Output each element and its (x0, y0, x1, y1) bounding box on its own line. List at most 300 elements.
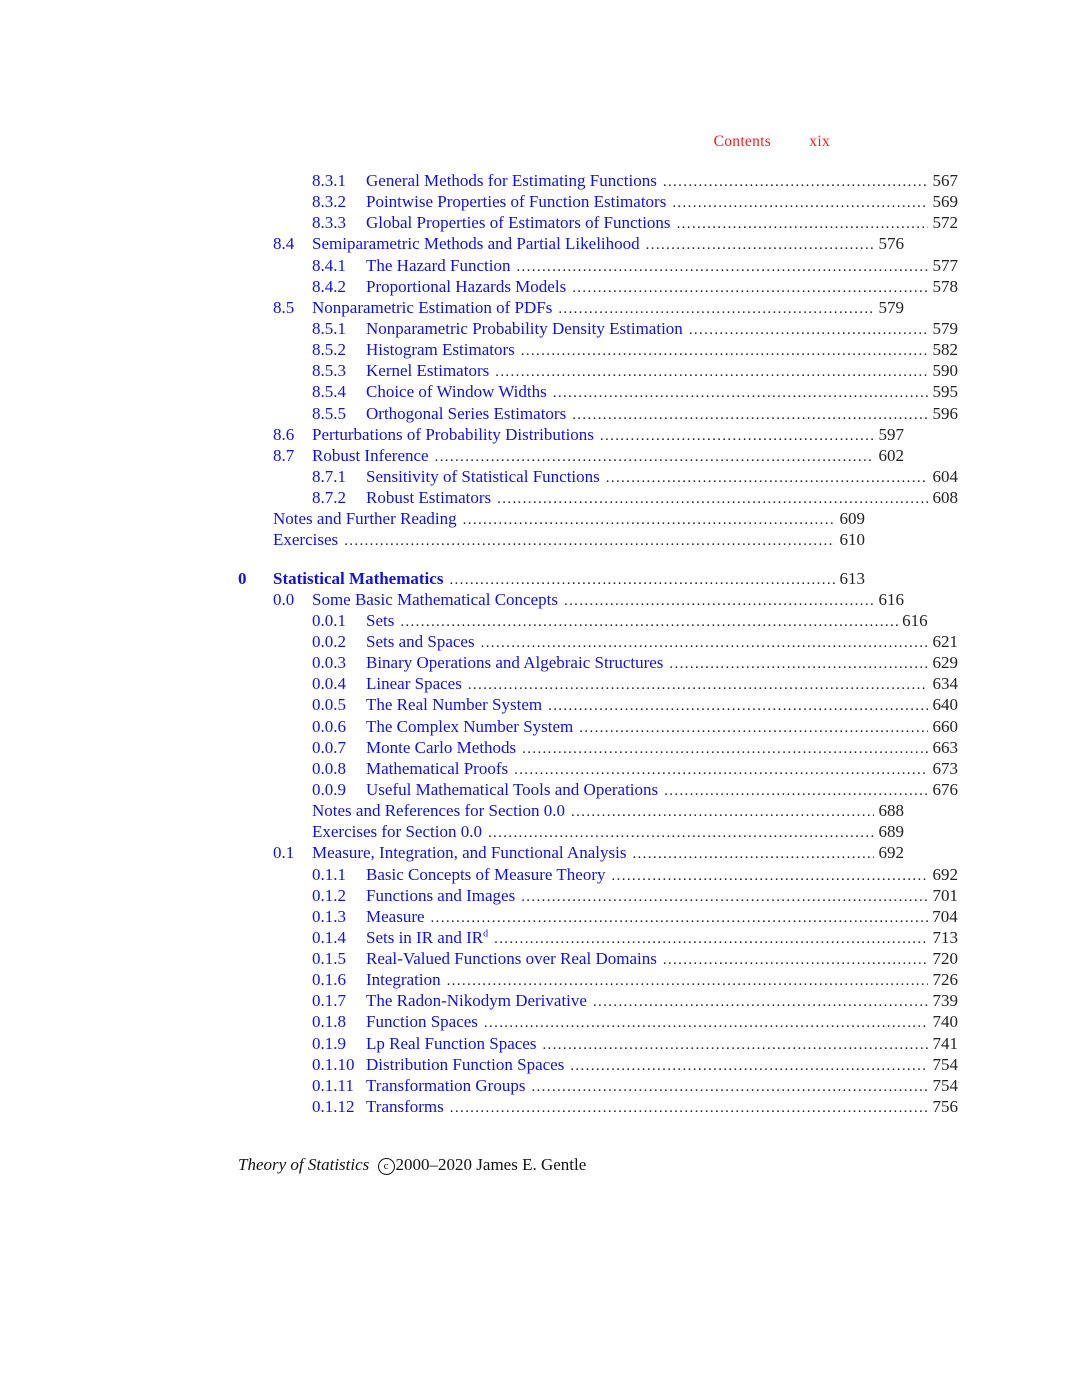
toc-entry-page: 608 (932, 488, 958, 508)
toc-entry-page: 577 (932, 255, 958, 275)
toc-entry-title-text: Nonparametric Probability Density Estimation (366, 318, 683, 338)
toc-entry-title (312, 445, 435, 466)
toc-dot-leader (632, 844, 874, 865)
toc-dot-leader (677, 214, 928, 235)
toc-entry-page: 713 (932, 927, 958, 947)
toc-entry[interactable] (238, 360, 958, 381)
toc-entry[interactable] (238, 610, 928, 631)
toc-entry-number: 0.0.4 (312, 674, 346, 694)
toc-block-chapter-8 (238, 170, 958, 551)
toc-entry-number: 8.5.3 (312, 361, 346, 381)
toc-entry-title (366, 779, 664, 800)
toc-dot-leader (669, 654, 928, 675)
toc-dot-leader (553, 383, 928, 404)
toc-entry-page: 688 (878, 801, 904, 821)
toc-entry-line (238, 800, 904, 823)
toc-entry-page: 610 (839, 530, 865, 550)
toc-entry-title (366, 360, 495, 381)
toc-entry[interactable] (238, 191, 958, 212)
toc-dot-leader (564, 591, 874, 612)
toc-dot-leader (600, 426, 874, 447)
toc-entry-line (238, 339, 958, 362)
toc-entry[interactable] (238, 403, 958, 424)
footer-copyright: 2000–2020 James E. Gentle (395, 1155, 587, 1174)
toc-entry-number: 0.1.6 (312, 970, 346, 990)
toc-entry-number: 0.0 (273, 589, 295, 609)
toc-dot-leader (606, 468, 928, 489)
toc-entry-number: 0.1.7 (312, 991, 346, 1011)
toc-entry-line (238, 568, 865, 591)
toc-entry-page: 640 (932, 695, 958, 715)
toc-entry-number: 8.3.2 (312, 192, 346, 212)
toc-entry-number: 8.7.2 (312, 488, 346, 508)
toc-entry[interactable] (238, 737, 958, 758)
toc-entry-number: 0.0.1 (312, 610, 346, 630)
toc-entry-page: 754 (932, 1054, 958, 1074)
chapter-gap (238, 551, 830, 568)
toc-entry[interactable] (238, 694, 958, 715)
toc-entry-title-text: Functions and Images (366, 885, 516, 905)
toc-entry-line (238, 212, 958, 235)
toc-entry-number: 0.0.2 (312, 631, 346, 651)
toc-dot-leader (663, 950, 928, 971)
toc-entry-number: 0.0.8 (312, 758, 346, 778)
toc-entry[interactable] (238, 170, 958, 191)
toc-entry-title (366, 381, 553, 402)
toc-entry[interactable] (238, 466, 958, 487)
toc-entry-line (238, 255, 958, 278)
toc-entry[interactable] (238, 906, 958, 927)
toc-dot-leader (542, 1035, 928, 1056)
toc-dot-leader (572, 278, 928, 299)
toc-entry-title (366, 990, 593, 1011)
toc-entry-page: 579 (878, 297, 904, 317)
toc-entry-title (366, 969, 447, 990)
toc-entry-title-text: The Real Number System (366, 695, 543, 715)
toc-entry-title-text: Sets in IR and IR (366, 927, 484, 947)
toc-entry-number: 8.3.3 (312, 213, 346, 233)
running-header (714, 133, 830, 151)
toc-dot-leader (664, 781, 928, 802)
toc-entry-line (238, 927, 958, 950)
toc-entry-title-text: Distribution Function Spaces (366, 1054, 565, 1074)
toc-entry-title-text: Sets (366, 610, 395, 630)
toc-entry[interactable] (238, 842, 904, 863)
toc-entry-page: 739 (932, 991, 958, 1011)
toc-entry-title (366, 948, 663, 969)
toc-entry-line (238, 1033, 958, 1056)
toc-entry[interactable] (238, 652, 958, 673)
toc-entry-title (273, 568, 449, 589)
toc-entry-title (312, 233, 646, 254)
toc-entry-line (238, 864, 958, 887)
toc-entry-line (238, 652, 958, 675)
toc-entry[interactable] (238, 568, 865, 589)
toc-entry-title-text: The Hazard Function (366, 255, 511, 275)
toc-entry[interactable] (238, 1033, 958, 1054)
toc-entry-page: 663 (932, 737, 958, 757)
toc-dot-leader (558, 299, 874, 320)
toc-entry-number: 0.1.8 (312, 1012, 346, 1032)
toc-entry[interactable] (238, 673, 958, 694)
toc-dot-leader (435, 447, 874, 468)
toc-entry-title-text: Sets and Spaces (366, 631, 475, 651)
toc-entry[interactable] (238, 716, 958, 737)
toc-dot-leader (672, 193, 928, 214)
toc-entry-line (238, 821, 904, 844)
toc-entry-title (366, 487, 497, 508)
toc-entry-number: 0.1.5 (312, 949, 346, 969)
toc-entry-line (238, 318, 958, 341)
toc-entry-title (273, 529, 344, 550)
toc-entry-title-text: Transforms (366, 1097, 444, 1117)
toc-dot-leader (431, 908, 928, 929)
toc-entry-title (273, 508, 463, 529)
toc-entry[interactable] (238, 758, 958, 779)
toc-entry-page: 609 (839, 509, 865, 529)
toc-entry-line (238, 360, 958, 383)
toc-entry-page: 616 (902, 610, 928, 630)
toc-entry-title (366, 191, 672, 212)
toc-dot-leader (593, 992, 928, 1013)
toc-entry-title-text: Binary Operations and Algebraic Structures (366, 653, 664, 673)
toc-dot-leader (484, 1013, 928, 1034)
toc-entry-number: 0.0.9 (312, 779, 346, 799)
toc-entry-title (366, 1096, 450, 1117)
toc-entry-line (238, 716, 958, 739)
toc-entry-page: 597 (878, 424, 904, 444)
toc-entry-title-text: Integration (366, 970, 441, 990)
toc-entry-title (366, 885, 521, 906)
toc-entry-number: 8.3.1 (312, 171, 346, 190)
toc-entry-page: 701 (932, 885, 958, 905)
toc-entry[interactable] (238, 589, 904, 610)
toc-entry[interactable] (238, 800, 904, 821)
toc-entry-page: 569 (932, 192, 958, 212)
toc-entry-number: 8.4.1 (312, 255, 346, 275)
toc-entry-page: 621 (932, 631, 958, 651)
toc-entry-number: 8.5 (273, 297, 295, 317)
toc-entry-page: 629 (932, 653, 958, 673)
toc-entry-number: 0.1.3 (312, 906, 346, 926)
toc-entry-page: 590 (932, 361, 958, 381)
header-section-title: Contents (713, 133, 772, 150)
toc-dot-leader (468, 675, 928, 696)
toc-entry-line (238, 737, 958, 760)
toc-entry[interactable] (238, 779, 958, 800)
toc-entry[interactable] (238, 864, 958, 885)
toc-dot-leader (522, 739, 928, 760)
toc-entry-number: 0.0.6 (312, 716, 346, 736)
toc-entry-page: 567 (932, 171, 958, 190)
toc-entry-title (366, 276, 572, 297)
toc-entry-title (366, 737, 522, 758)
toc-entry-number: 0.1.11 (312, 1075, 354, 1095)
toc-entry-page: 741 (932, 1033, 958, 1053)
toc-entry-page: 572 (932, 213, 958, 233)
toc-entry-page: 613 (839, 568, 865, 588)
toc-entry-title (366, 212, 677, 233)
toc-entry-title-text: Robust Inference (312, 445, 429, 465)
toc-entry-page: 676 (932, 779, 958, 799)
toc-dot-leader (571, 802, 874, 823)
toc-entry-line (238, 990, 958, 1013)
toc-entry-page: 616 (878, 589, 904, 609)
toc-entry[interactable] (238, 339, 958, 360)
toc-entry-line (238, 424, 904, 447)
toc-entry-title (312, 297, 558, 318)
toc-entry-page: 596 (932, 403, 958, 423)
toc-entry[interactable] (238, 529, 865, 550)
toc-entry-title-text: Basic Concepts of Measure Theory (366, 864, 606, 884)
toc-entry-line (238, 381, 958, 404)
toc-entry-title-text: Useful Mathematical Tools and Operations (366, 779, 659, 799)
toc-entry[interactable] (238, 381, 958, 402)
toc-entry-number: 0.1.2 (312, 885, 346, 905)
toc-entry-title-text: The Complex Number System (366, 716, 574, 736)
toc-entry-line (238, 487, 958, 510)
toc-dot-leader (495, 362, 928, 383)
toc-dot-leader (488, 823, 874, 844)
toc-entry-number: 0.1.10 (312, 1054, 355, 1074)
toc-dot-leader (663, 172, 928, 193)
toc-entry-title (312, 821, 488, 842)
toc-block-chapter-0 (238, 568, 958, 1118)
toc-entry-line (238, 589, 904, 612)
toc-entry-line (238, 403, 958, 426)
toc-entry-title (366, 255, 516, 276)
toc-entry[interactable] (238, 1075, 958, 1096)
toc-entry-title-text: Nonparametric Estimation of PDFs (312, 297, 553, 317)
toc-entry-number: 8.4.2 (312, 276, 346, 296)
toc-dot-leader (689, 320, 928, 341)
toc-dot-leader (612, 866, 928, 887)
toc-entry-page: 673 (932, 758, 958, 778)
table-of-contents (238, 170, 958, 1117)
toc-entry-title-text: Notes and References for Section 0.0 (312, 801, 566, 821)
toc-entry-page: 576 (878, 234, 904, 254)
toc-entry-line (238, 758, 958, 781)
toc-entry-number: 8.5.5 (312, 403, 346, 423)
toc-entry-number: 8.5.4 (312, 382, 346, 402)
toc-dot-leader (481, 633, 928, 654)
toc-entry-title-text: Proportional Hazards Models (366, 276, 567, 296)
toc-entry[interactable] (238, 1096, 958, 1117)
toc-entry-title-text: Real-Valued Functions over Real Domains (366, 949, 657, 969)
toc-entry-number: 0.0.3 (312, 653, 346, 673)
toc-entry-line (238, 694, 958, 717)
toc-entry-number: 0.0.5 (312, 695, 346, 715)
toc-entry-title (366, 339, 521, 360)
toc-entry-title-text: Function Spaces (366, 1012, 478, 1032)
toc-entry-title (366, 403, 572, 424)
toc-entry-title-text: Exercises for Section 0.0 (312, 822, 482, 842)
toc-entry-number: 0.1.4 (312, 927, 346, 947)
toc-entry[interactable] (238, 631, 958, 652)
toc-dot-leader (344, 531, 835, 552)
toc-entry-number: 0.0.7 (312, 737, 346, 757)
toc-entry-title (366, 758, 514, 779)
toc-entry-title (366, 906, 431, 927)
toc-entry-line (238, 466, 958, 489)
page-footer (238, 1155, 586, 1175)
toc-entry[interactable] (238, 927, 958, 948)
toc-entry-title-text: Histogram Estimators (366, 340, 515, 360)
toc-entry-page: 692 (878, 843, 904, 863)
toc-entry-title (366, 1011, 484, 1032)
toc-entry-title (366, 1054, 570, 1075)
toc-entry-title (366, 694, 548, 715)
toc-entry[interactable] (238, 948, 958, 969)
toc-entry[interactable] (238, 821, 904, 842)
footer-book-title: Theory of Statistics (238, 1155, 370, 1174)
toc-entry-line (238, 1011, 958, 1034)
toc-entry-title (366, 652, 669, 673)
toc-entry-title-text: Transformation Groups (366, 1075, 526, 1095)
toc-entry[interactable] (238, 885, 958, 906)
toc-entry-title (312, 800, 571, 821)
toc-entry-title-text: Monte Carlo Methods (366, 737, 517, 757)
toc-entry[interactable] (238, 255, 958, 276)
toc-entry-title (312, 842, 632, 863)
toc-entry-title-text: Statistical Mathematics (273, 568, 444, 588)
toc-entry[interactable] (238, 487, 958, 508)
toc-entry-line (238, 673, 958, 696)
toc-entry-title-text: Lp Real Function Spaces (366, 1033, 537, 1053)
toc-entry-line (238, 445, 904, 468)
toc-entry-title (366, 927, 494, 948)
toc-entry[interactable] (238, 445, 904, 466)
toc-entry-number: 8.5.2 (312, 340, 346, 360)
toc-entry-line (238, 170, 958, 193)
toc-entry-line (238, 276, 958, 299)
toc-entry-title (366, 466, 606, 487)
toc-entry[interactable] (238, 1011, 958, 1032)
header-page-number: xix (809, 133, 830, 150)
toc-entry-title-text: Mathematical Proofs (366, 758, 509, 778)
toc-dot-leader (521, 341, 928, 362)
toc-entry[interactable] (238, 212, 958, 233)
toc-dot-leader (548, 696, 928, 717)
toc-entry-title (366, 864, 612, 885)
toc-entry-page: 720 (932, 949, 958, 969)
toc-entry-page: 578 (932, 276, 958, 296)
toc-dot-leader (531, 1077, 928, 1098)
toc-entry-line (238, 631, 958, 654)
toc-entry-superscript: d (483, 928, 489, 940)
toc-entry-page: 604 (932, 466, 958, 486)
toc-entry-page: 756 (932, 1097, 958, 1117)
toc-entry-title-text: Kernel Estimators (366, 361, 490, 381)
toc-entry-title-text: Robust Estimators (366, 488, 492, 508)
toc-entry-page: 692 (932, 864, 958, 884)
toc-entry-title-text: Semiparametric Methods and Partial Likelihood (312, 234, 640, 254)
toc-entry-line (238, 948, 958, 971)
toc-entry[interactable] (238, 276, 958, 297)
toc-entry-title-text: Some Basic Mathematical Concepts (312, 589, 558, 609)
toc-entry-title-text: Linear Spaces (366, 674, 462, 694)
toc-dot-leader (450, 1098, 928, 1119)
toc-entry-number: 8.4 (273, 234, 295, 254)
toc-entry-title-text: Orthogonal Series Estimators (366, 403, 567, 423)
toc-entry-number: 0.1.9 (312, 1033, 346, 1053)
toc-entry-title (312, 424, 600, 445)
toc-entry-page: 579 (932, 318, 958, 338)
toc-entry-number: 8.5.1 (312, 318, 346, 338)
copyright-icon: c (378, 1158, 395, 1175)
toc-entry-title-text: Choice of Window Widths (366, 382, 547, 402)
toc-entry-title-text: Notes and Further Reading (273, 509, 457, 529)
toc-entry-page: 602 (878, 445, 904, 465)
toc-dot-leader (449, 570, 835, 591)
toc-entry-title (366, 1075, 531, 1096)
toc-entry-title-text: The Radon-Nikodym Derivative (366, 991, 587, 1011)
toc-entry[interactable] (238, 990, 958, 1011)
toc-entry-title-text: Measure, Integration, and Functional Analysis (312, 843, 627, 863)
toc-entry-line (238, 885, 958, 908)
toc-entry-number: 8.6 (273, 424, 295, 444)
toc-dot-leader (497, 489, 928, 510)
toc-entry[interactable] (238, 318, 958, 339)
toc-entry[interactable] (238, 424, 904, 445)
toc-entry-title-text: General Methods for Estimating Functions (366, 171, 657, 190)
toc-entry[interactable] (238, 233, 904, 254)
toc-entry-line (238, 842, 904, 865)
toc-entry-title-text: Exercises (273, 530, 339, 550)
toc-dot-leader (494, 929, 928, 950)
toc-entry-line (238, 529, 865, 552)
toc-entry[interactable] (238, 508, 865, 529)
toc-entry-number: 0 (238, 568, 247, 588)
toc-entry-page: 595 (932, 382, 958, 402)
toc-dot-leader (400, 612, 897, 633)
toc-entry-title (366, 318, 689, 339)
toc-entry-line (238, 969, 958, 992)
toc-entry-page: 726 (932, 970, 958, 990)
toc-entry-title (366, 170, 663, 191)
toc-entry-page: 754 (932, 1075, 958, 1095)
toc-entry-title-text: Perturbations of Probability Distributions (312, 424, 594, 444)
toc-entry[interactable] (238, 969, 958, 990)
toc-entry-line (238, 779, 958, 802)
toc-entry-number: 0.1.1 (312, 864, 346, 884)
toc-entry-page: 582 (932, 340, 958, 360)
toc-entry-line (238, 191, 958, 214)
toc-entry-page: 634 (932, 674, 958, 694)
toc-entry-title (366, 673, 468, 694)
toc-dot-leader (514, 760, 928, 781)
toc-dot-leader (463, 510, 835, 531)
toc-entry-title-text: Measure (366, 906, 425, 926)
toc-entry-title (366, 716, 579, 737)
toc-entry-page: 704 (932, 906, 958, 926)
toc-entry-page: 740 (932, 1012, 958, 1032)
toc-entry-title (312, 589, 564, 610)
toc-dot-leader (447, 971, 928, 992)
toc-entry-line (238, 508, 865, 531)
toc-entry-number: 8.7.1 (312, 466, 346, 486)
toc-dot-leader (579, 718, 928, 739)
toc-entry-line (238, 297, 904, 320)
toc-entry-title (366, 631, 481, 652)
toc-entry-line (238, 233, 904, 256)
toc-entry[interactable] (238, 1054, 958, 1075)
toc-entry-number: 8.7 (273, 445, 295, 465)
toc-entry[interactable] (238, 297, 904, 318)
toc-entry-title (366, 610, 400, 631)
toc-entry-title-text: Global Properties of Estimators of Functions (366, 213, 671, 233)
toc-dot-leader (572, 405, 928, 426)
